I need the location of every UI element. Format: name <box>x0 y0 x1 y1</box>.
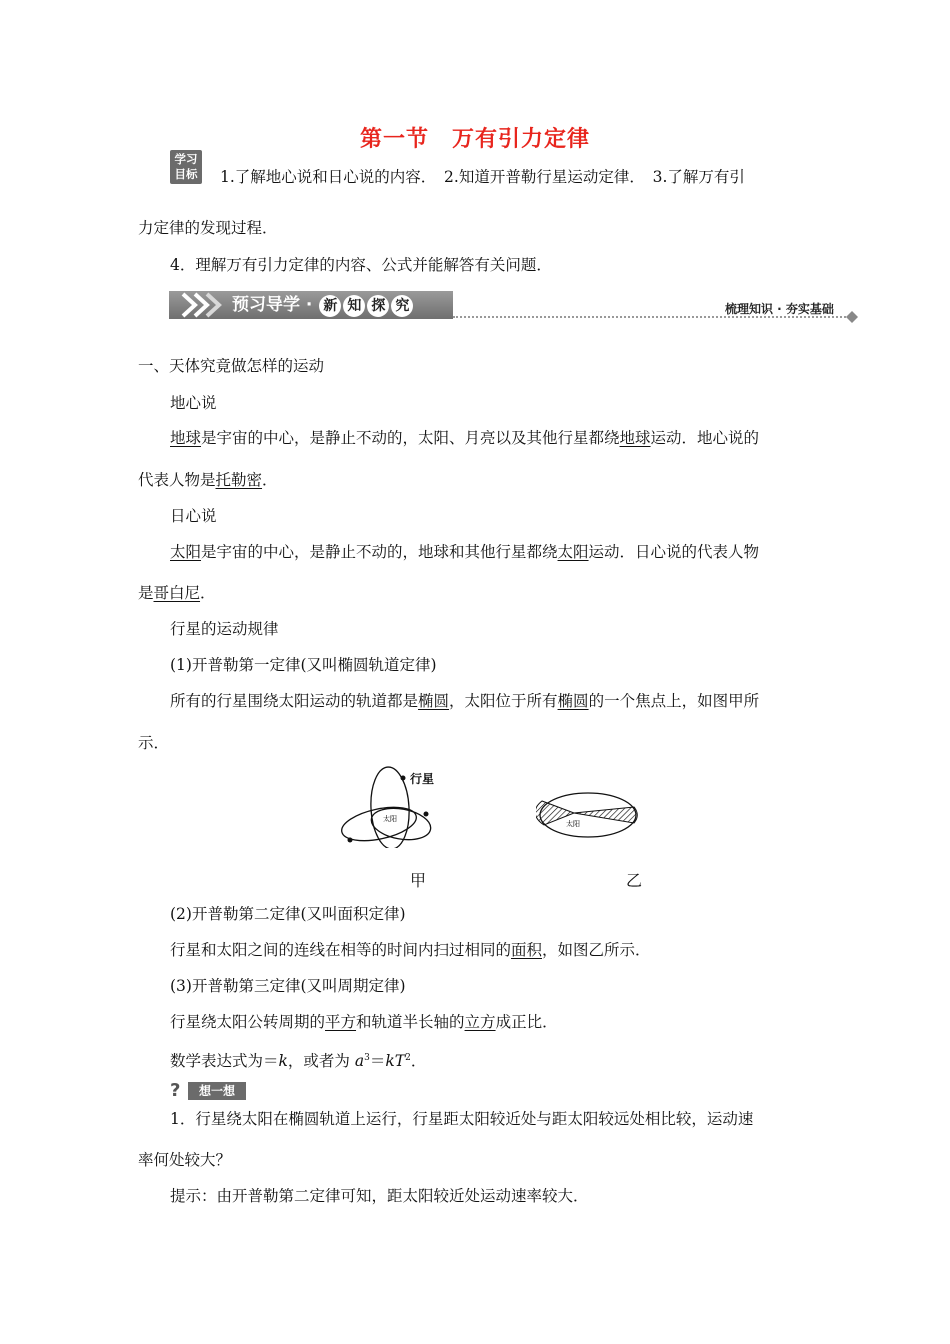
law3-text-1: 行星绕太阳公转周期的 <box>170 1013 326 1031</box>
blank-ellipse-2: 椭圆 <box>557 692 589 710</box>
blank-square: 平方 <box>325 1013 357 1031</box>
blank-sun-2: 太阳 <box>557 543 589 561</box>
diamond-icon <box>846 311 858 323</box>
blank-sun-1: 太阳 <box>170 543 202 561</box>
caption-yi: 乙 <box>626 871 643 890</box>
formula-exp-3: 3 <box>364 1053 370 1063</box>
formula-text-2: ，或者为 <box>287 1052 355 1071</box>
blank-earth-2: 地球 <box>619 429 651 447</box>
think-label: 想一想 <box>188 1082 246 1100</box>
question-line-2: 率何处较大？ <box>138 1151 232 1169</box>
objectives-line-1: 1.了解地心说和日心说的内容． 2.知道开普勒行星运动定律． 3.了解万有引 <box>220 168 745 186</box>
blank-copernicus: 哥白尼 <box>153 584 201 602</box>
heliocentric-line-2 <box>138 583 216 603</box>
question-line-1: 1．行星绕太阳在椭圆轨道上运行，行星距太阳较近处与距太阳较远处相比较，运动速 <box>170 1110 754 1128</box>
banner-char-2: 知 <box>343 295 365 317</box>
caption-jia: 甲 <box>410 871 427 890</box>
banner-left-label: 预习导学 · <box>232 295 313 315</box>
law2-text-2: ，如图乙所示． <box>542 941 651 959</box>
law1-text-3: 的一个焦点上，如图甲所 <box>588 692 760 710</box>
formula-a: a <box>354 1052 365 1071</box>
blank-earth-1: 地球 <box>170 429 202 447</box>
geocentric-text-1: 是宇宙的中心，是静止不动的，太阳、月亮以及其他行星都绕 <box>201 429 620 447</box>
kepler-law-1-line-1 <box>170 691 759 711</box>
formula-exp-2: 2 <box>405 1053 411 1063</box>
section-heading: 一、天体究竟做怎样的运动 <box>138 357 325 375</box>
formula-text-1: 数学表达式为＝ <box>170 1052 279 1071</box>
badge-line-2: 目标 <box>174 167 198 181</box>
heliocentric-text-2: 运动．日心说的代表人物 <box>588 543 760 561</box>
heliocentric-text-1: 是宇宙的中心，是静止不动的，地球和其他行星都绕 <box>201 543 558 561</box>
heliocentric-title: 日心说 <box>170 507 217 525</box>
geocentric-line-1 <box>170 428 759 448</box>
blank-area: 面积 <box>511 941 543 959</box>
question-mark-icon: ? <box>170 1080 181 1101</box>
figure-area-law <box>536 789 640 841</box>
heliocentric-text-4: ． <box>200 584 216 602</box>
banner-title <box>232 293 414 317</box>
blank-cube: 立方 <box>464 1013 496 1031</box>
law1-text-2: ，太阳位于所有 <box>449 692 558 710</box>
formula-kt: kT <box>385 1052 406 1071</box>
kepler-law-1-line-2: 示． <box>138 734 170 752</box>
geocentric-text-2: 运动．地心说的 <box>650 429 760 447</box>
blank-ellipse-1: 椭圆 <box>418 692 450 710</box>
chevron-arrows-icon <box>173 291 233 319</box>
geocentric-line-2 <box>138 470 278 490</box>
heliocentric-text-3: 是 <box>138 584 154 602</box>
dotted-divider <box>453 316 850 318</box>
planet-law-title: 行星的运动规律 <box>170 620 279 638</box>
geocentric-text-3: 代表人物是 <box>138 471 216 489</box>
heliocentric-line-1 <box>170 542 759 562</box>
kepler-law-3-line <box>170 1012 558 1032</box>
figure-a-planet-label: 行星 <box>410 772 435 786</box>
objectives-badge <box>170 150 202 184</box>
geocentric-title: 地心说 <box>170 394 217 412</box>
law3-text-2: 和轨道半长轴的 <box>356 1013 465 1031</box>
law2-text-1: 行星和太阳之间的连线在相等的时间内扫过相同的 <box>170 941 512 959</box>
answer-line: 提示：由开普勒第二定律可知，距太阳较近处运动速率较大． <box>170 1187 589 1205</box>
formula-line <box>170 1048 426 1071</box>
banner-char-4: 究 <box>391 295 413 317</box>
banner-char-3: 探 <box>367 295 389 317</box>
geocentric-text-4: ． <box>262 471 278 489</box>
objectives-line-3: 4．理解万有引力定律的内容、公式并能解答有关问题． <box>170 256 552 274</box>
banner-right-label: 梳理知识 · 夯实基础 <box>725 302 834 316</box>
kepler-law-3-title: (3)开普勒第三定律(又叫周期定律) <box>170 977 406 995</box>
formula-eq: ＝ <box>369 1052 386 1071</box>
blank-ptolemy: 托勒密 <box>215 471 263 489</box>
figure-b-sun-label: 太阳 <box>566 820 580 828</box>
badge-line-1: 学习 <box>174 152 198 166</box>
law3-text-3: 成正比． <box>495 1013 558 1031</box>
kepler-law-1-title: (1)开普勒第一定律(又叫椭圆轨道定律) <box>170 656 437 674</box>
figure-a-sun-label: 太阳 <box>383 815 397 823</box>
objectives-line-2: 力定律的发现过程． <box>138 219 278 237</box>
kepler-law-2-title: (2)开普勒第二定律(又叫面积定律) <box>170 905 406 923</box>
kepler-law-2-line <box>170 940 651 960</box>
formula-k: k <box>278 1052 288 1071</box>
page-title: 第一节 万有引力定律 <box>359 127 590 152</box>
banner-char-1: 新 <box>319 295 341 317</box>
formula-end: ． <box>410 1052 427 1071</box>
law1-text-1: 所有的行星围绕太阳运动的轨道都是 <box>170 692 419 710</box>
